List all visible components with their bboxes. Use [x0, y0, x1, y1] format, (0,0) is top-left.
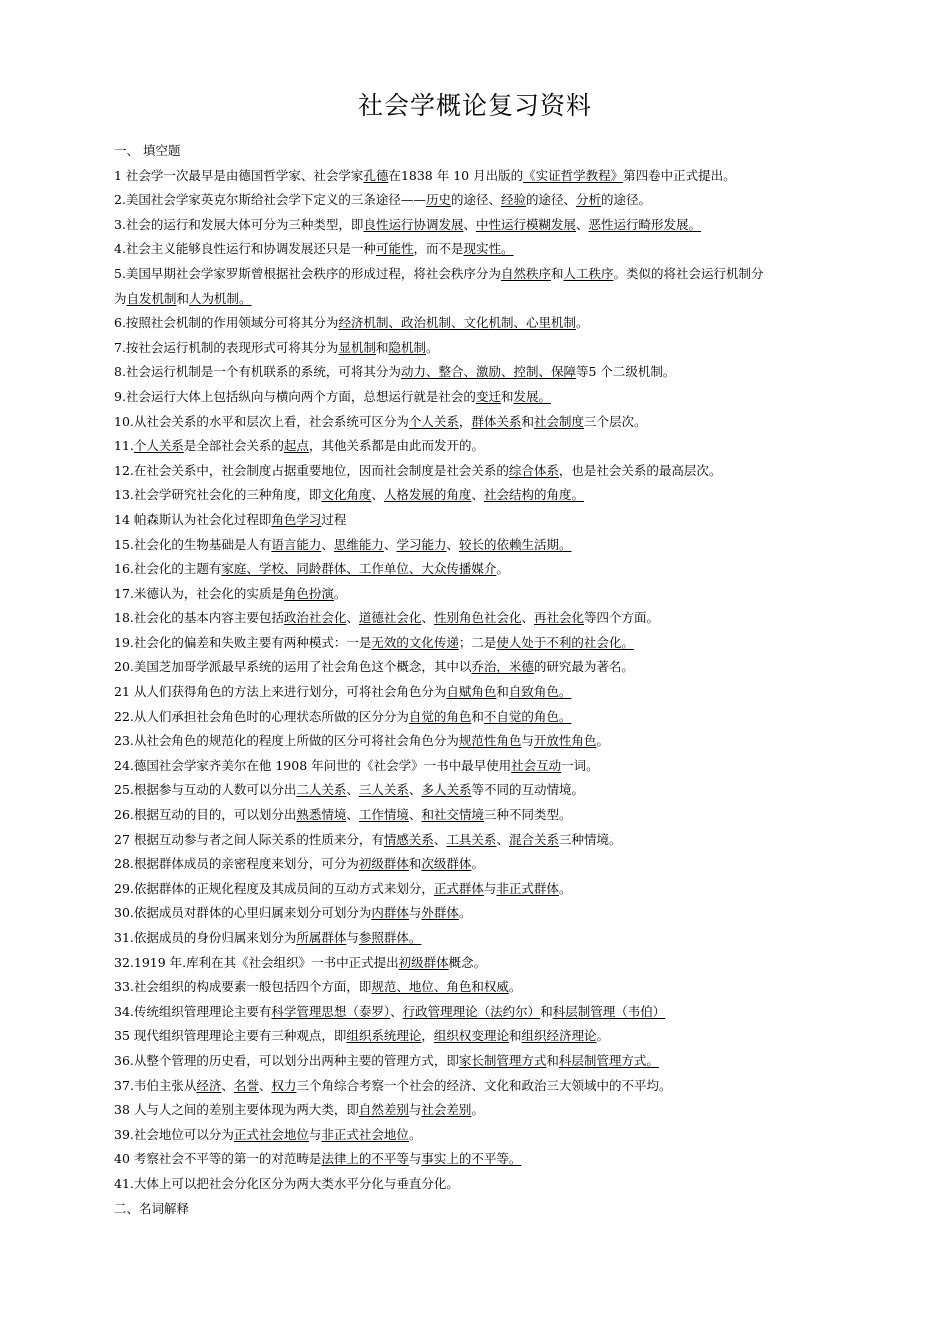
question-text: 。 [408, 1126, 422, 1142]
question-text: ， [458, 413, 472, 429]
question-text: 三个角综合考察一个社会的经济、文化和政治三大领域中的不平均。 [296, 1077, 672, 1093]
question-text: 1 社会学一次最早是由德国哲学家、社会学家 [114, 167, 364, 183]
answer-blank: 现实性。 [463, 241, 514, 257]
question-text: 41.大体上可以把社会分化区分为两大类水平分化与垂直分化。 [114, 1175, 459, 1191]
question-text: 等5 个二级机制。 [575, 364, 676, 380]
question-line [114, 806, 874, 831]
question-text: 。 [596, 1028, 609, 1044]
question-text: 一词。 [561, 757, 599, 773]
question-line [114, 363, 874, 388]
question-text: 40 考察社会不平等的第一的对范畴是 [114, 1151, 322, 1167]
question-text: 、 [346, 807, 359, 823]
answer-blank: 社会差别 [421, 1102, 472, 1118]
answer-blank: 显机制 [338, 339, 376, 355]
question-text: 在1838 年 10 月出版的 [388, 167, 524, 183]
answer-blank: 语言能力 [271, 536, 322, 552]
answer-blank: 恶性运行畸形发展。 [588, 216, 702, 232]
question-line [114, 978, 874, 1003]
answer-blank: 开放性角色 [533, 733, 597, 749]
question-line [114, 634, 874, 659]
question-text: 。 [558, 880, 572, 896]
answer-blank: 法律上的不平等 [321, 1151, 409, 1167]
question-line [114, 683, 874, 708]
question-text: 18.社会化的基本内容主要包括 [114, 610, 284, 626]
answer-blank: 所属群体 [296, 930, 347, 945]
answer-blank: 初级群体 [398, 954, 449, 970]
answer-blank: 社会制度 [533, 413, 584, 429]
question-line [114, 954, 874, 979]
question-text: 、 [408, 782, 422, 798]
question-text: 三个层次。 [583, 413, 647, 429]
answer-blank: 非正式社会地位 [321, 1126, 409, 1142]
question-text: 6.按照社会机制的作用领域分可将其分为 [114, 315, 339, 331]
answer-blank: 变迁 [475, 388, 501, 404]
question-line [114, 880, 874, 905]
answer-blank: 发展。 [513, 388, 551, 404]
answer-blank: 起点 [283, 438, 309, 454]
question-text: 。 [458, 905, 472, 921]
question-line [114, 265, 874, 290]
question-line [114, 1003, 874, 1028]
question-text: 三种不同类型。 [483, 807, 572, 823]
question-text: 。类似的将社会运行机制分 [613, 265, 764, 281]
question-text: 、 [408, 807, 422, 823]
question-text: 与 [308, 1126, 322, 1142]
answer-blank: 政治社会化 [283, 610, 347, 626]
answer-blank: 思维能力 [333, 536, 384, 552]
answer-blank: 文化角度 [321, 487, 372, 503]
answer-blank: 分析 [576, 192, 602, 208]
question-line [114, 536, 874, 561]
question-text: 等四个方面。 [584, 610, 660, 626]
question-line [114, 1077, 874, 1102]
answer-blank: 角色扮演 [283, 585, 334, 601]
question-text: 3.社会的运行和发展大体可分为三种类型，即 [114, 216, 364, 232]
question-line [114, 1150, 874, 1175]
question-text: 、 [471, 487, 484, 503]
question-text: 和 [471, 708, 484, 724]
section-heading-fill-in-blank: 一、 填空题 [114, 143, 181, 158]
question-text: ，而不是 [413, 241, 464, 257]
question-line [114, 658, 874, 683]
answer-blank: 科层制管理方式。 [558, 1052, 659, 1068]
question-text: 与 [408, 1102, 422, 1118]
question-text: 14 帕森斯认为社会化过程即 [114, 511, 272, 527]
question-text: 和 [500, 388, 514, 404]
question-text: 38 人与人之间的差别主要体现为两大类，即 [114, 1102, 359, 1118]
question-text: 和 [540, 1003, 553, 1019]
answer-blank: 自然秩序 [500, 265, 551, 281]
question-text: 和 [546, 1052, 559, 1068]
question-text: 29.依据群体的正规化程度及其成员间的互动方式来划分， [114, 880, 434, 896]
answer-blank: 性别角色社会化 [433, 610, 522, 626]
question-text: 7.按社会运行机制的表现形式可将其分为 [114, 339, 339, 355]
question-text: 17.米德认为，社会化的实质是 [114, 585, 284, 601]
question-text: 27 根据互动参与者之间人际关系的性质来分，有 [114, 831, 384, 847]
answer-blank: 乔治，米德 [471, 659, 534, 675]
question-text: ，也是社会关系的最高层次。 [558, 462, 722, 478]
question-line [114, 585, 874, 610]
question-text: 等不同的互动情境。 [471, 782, 584, 798]
answer-blank: 学习能力 [396, 536, 447, 552]
question-text: 与 [408, 905, 422, 921]
question-text: 、 [371, 487, 384, 503]
answer-blank: 社会结构的角度。 [483, 487, 584, 503]
answer-blank: 综合体系 [508, 462, 559, 478]
answer-blank: 经济机制、政治机制、文化机制、心里机制 [338, 315, 576, 331]
fill-in-blank-section [114, 142, 874, 1224]
question-text: 、 [575, 216, 589, 232]
question-line [114, 191, 874, 216]
question-text: 为 [114, 290, 127, 306]
question-text: 19.社会化的偏差和失败主要有两种模式：一是 [114, 634, 372, 650]
answer-blank: 良性运行协调发展 [363, 216, 464, 232]
question-text: 、 [258, 1077, 272, 1093]
answer-blank: 自然差别 [358, 1102, 409, 1118]
question-text: 。 [471, 1102, 484, 1118]
question-text: 30.依据成员对群体的心里归属来划分可划分为 [114, 905, 372, 921]
question-line [114, 388, 874, 413]
question-text: 4.社会主义能够良性运行和协调发展还只是一种 [114, 241, 376, 257]
question-text: 、 [346, 610, 359, 626]
answer-blank: 情感关系 [383, 831, 434, 847]
question-text: 5.美国早期社会学家罗斯曾根据社会秩序的形成过程，将社会秩序分为 [114, 265, 501, 281]
question-text: 10.从社会关系的水平和层次上看，社会系统可区分为 [114, 413, 409, 429]
question-text: 20.美国芝加哥学派最早系统的运用了社会角色这个概念，其中以 [114, 659, 472, 675]
question-text: 、 [463, 216, 476, 232]
question-text: 、 [433, 831, 447, 847]
question-line [114, 462, 874, 487]
question-text: 和 [550, 265, 564, 281]
question-line [114, 290, 874, 315]
answer-blank: 内群体 [371, 905, 409, 921]
answer-blank: 权力 [271, 1077, 297, 1093]
question-text: 25.根据参与互动的人数可以分出 [114, 782, 297, 798]
question-text: 的途径、 [450, 192, 501, 208]
question-text: 8.社会运行机制是一个有机联系的系统，可将其分为 [114, 364, 401, 380]
question-line [114, 708, 874, 733]
answer-blank: 规范性角色 [458, 733, 522, 749]
answer-blank: 动力、整合、激励、控制、保障 [400, 364, 576, 380]
answer-blank: 可能性 [375, 241, 414, 257]
question-text: 过程 [321, 511, 347, 527]
question-text: 和 [496, 684, 509, 700]
question-text: 36.从整个管理的历史看，可以划分出两种主要的管理方式，即 [114, 1052, 459, 1068]
answer-blank: 孔德 [363, 167, 389, 183]
question-text: 2.美国社会学家英克尔斯给社会学下定义的三条途径—— [114, 192, 426, 208]
section-heading-term-explanation: 二、名词解释 [114, 1200, 190, 1216]
answer-blank: 中性运行模糊发展 [475, 216, 576, 232]
question-text: 和 [508, 1028, 522, 1044]
answer-blank: 组织系统理论 [346, 1028, 422, 1044]
question-text: 。 [471, 856, 484, 872]
question-text: 31.依据成员的身份归属来划分为 [114, 930, 297, 945]
answer-blank: 历史 [425, 192, 451, 208]
answer-blank: 组织经济理论 [521, 1028, 597, 1044]
question-text: 37.韦伯主张从 [114, 1077, 197, 1093]
question-text: 33.社会组织的构成要素一般包括四个方面，即 [114, 979, 372, 995]
question-text: 、 [496, 831, 509, 847]
answer-blank: 再社会化 [533, 610, 584, 626]
question-text: 。 [575, 315, 589, 331]
answer-blank: 道德社会化 [358, 610, 422, 626]
question-text: 23.从社会角色的规范化的程度上所做的区分可将社会角色分为 [114, 733, 459, 749]
question-text: 32.1919 年.库利在其《社会组织》一书中正式提出 [114, 954, 399, 970]
question-text: 、 [390, 1003, 403, 1019]
question-text: 21 从人们获得角色的方法上来进行划分，可将社会角色分为 [114, 684, 447, 700]
question-text: 、 [421, 610, 434, 626]
question-text: ， [421, 1028, 434, 1044]
question-line [114, 1126, 874, 1151]
question-line [114, 904, 874, 929]
question-text: ，其他关系都是由此而发开的。 [308, 438, 484, 454]
answer-blank: 多人关系 [421, 782, 472, 798]
question-line [114, 560, 874, 585]
question-line [114, 437, 874, 462]
question-line [114, 511, 874, 536]
question-text: 。 [508, 979, 522, 995]
question-text: ；二是 [458, 634, 497, 650]
question-line [114, 831, 874, 856]
answer-blank: 熟悉情境 [296, 807, 347, 823]
question-line [114, 167, 874, 192]
answer-blank: 较长的依赖生活期。 [458, 536, 572, 552]
question-text: 、 [346, 782, 359, 798]
answer-blank: 参照群体。 [358, 930, 422, 945]
answer-blank: 科层制管理（韦伯） [552, 1003, 666, 1019]
answer-blank: 工具关系 [446, 831, 497, 847]
question-text: 的途径。 [601, 192, 652, 208]
question-text: 和 [408, 856, 422, 872]
question-line [114, 1101, 874, 1126]
question-text: 9.社会运行大体上包括纵向与横向两个方面，总想运行就是社会的 [114, 388, 476, 404]
question-text: 与 [346, 930, 359, 945]
question-text: 15.社会化的生物基础是人有 [114, 536, 272, 552]
question-line [114, 240, 874, 265]
answer-blank: 自赋角色 [446, 684, 497, 700]
question-line [114, 732, 874, 757]
answer-blank: 个人关系 [133, 438, 184, 454]
answer-blank: 次级群体 [421, 856, 472, 872]
answer-blank: 人格发展的角度 [383, 487, 472, 503]
question-text: 、 [221, 1077, 234, 1093]
answer-blank: 组织权变理论 [433, 1028, 509, 1044]
answer-blank: 群体关系 [471, 413, 522, 429]
answer-blank: 非正式群体 [496, 880, 559, 896]
question-text: 第四卷中正式提出。 [623, 167, 736, 183]
question-text: 35 现代组织管理理论主要有三种观点，即 [114, 1028, 347, 1044]
question-text: 。 [425, 339, 439, 355]
question-text: 26.根据互动的目的，可以划分出 [114, 807, 297, 823]
answer-blank: 无效的文化传递 [371, 634, 459, 650]
answer-blank: 使人处于不利的社会化。 [496, 634, 634, 650]
question-text: 24.德国社会学家齐美尔在他 1908 年问世的《社会学》一书中最早使用 [114, 757, 512, 773]
answer-blank: 三人关系 [358, 782, 409, 798]
question-text: 、 [383, 536, 397, 552]
answer-blank: 规范、地位、角色和权威 [371, 979, 509, 995]
answer-blank: 行政管理理论（法约尔） [402, 1003, 541, 1019]
question-text: 概念。 [448, 954, 487, 970]
question-text: 和 [375, 339, 389, 355]
answer-blank: 角色学习 [271, 511, 322, 527]
answer-blank: 经济 [196, 1077, 222, 1093]
answer-blank: 名誉 [233, 1077, 259, 1093]
question-line [114, 781, 874, 806]
answer-blank: 初级群体 [358, 856, 409, 872]
answer-blank: 自觉的角色 [408, 708, 472, 724]
answer-blank: 外群体 [421, 905, 459, 921]
answer-blank: 经验 [500, 192, 526, 208]
question-text: 22.从人们承担社会角色时的心理状态所做的区分分为 [114, 708, 409, 724]
question-text: 13.社会学研究社会化的三种角度，即 [114, 487, 322, 503]
answer-blank: 和社交情境 [421, 807, 484, 823]
answer-blank: 家长制管理方式 [458, 1052, 547, 1068]
question-text: 39.社会地位可以分为 [114, 1126, 234, 1142]
question-text: 和 [521, 413, 534, 429]
question-text: 是全部社会关系的 [183, 438, 284, 454]
answer-blank: 自致角色。 [508, 684, 572, 700]
answer-blank: 正式群体 [433, 880, 484, 896]
question-line [114, 216, 874, 241]
question-line [114, 1027, 874, 1052]
answer-blank: 自发机制 [126, 290, 177, 306]
question-line [114, 855, 874, 880]
question-text: 。 [596, 733, 609, 749]
question-text: 12.在社会关系中，社会制度占据重要地位，因而社会制度是社会关系的 [114, 462, 509, 478]
question-line [114, 609, 874, 634]
question-text: 。 [496, 561, 509, 577]
question-text: 的研究最为著名。 [533, 659, 634, 675]
question-text: 的途径、 [525, 192, 576, 208]
question-text: 。 [333, 585, 347, 601]
question-line [114, 1052, 874, 1077]
question-text: 、 [321, 536, 334, 552]
answer-blank: 混合关系 [508, 831, 559, 847]
answer-blank: 科学管理思想（泰罗） [271, 1003, 391, 1019]
answer-blank: 个人关系 [408, 413, 459, 429]
question-text: 、 [521, 610, 534, 626]
answer-blank: 隐机制 [388, 339, 426, 355]
question-text: 16.社会化的主题有 [114, 561, 222, 577]
question-line [114, 757, 874, 782]
question-text: 与 [483, 880, 497, 896]
question-line [114, 413, 874, 438]
answer-blank: 正式社会地位 [233, 1126, 309, 1142]
question-text: 11. [114, 438, 134, 454]
question-list [114, 167, 874, 1200]
answer-blank: 《实证哲学教程》 [523, 167, 624, 183]
question-line [114, 1175, 874, 1200]
question-text: 三种情境。 [558, 831, 622, 847]
answer-blank: 家庭、学校、同龄群体、工作单位、大众传播媒介 [221, 561, 497, 577]
answer-blank: 社会互动 [511, 757, 562, 773]
question-line [114, 314, 874, 339]
question-text: 28.根据群体成员的亲密程度来划分，可分为 [114, 856, 359, 872]
answer-blank: 二人关系 [296, 782, 347, 798]
question-text: 34.传统组织管理理论主要有 [114, 1003, 272, 1019]
answer-blank: 不自觉的角色。 [483, 708, 572, 724]
answer-blank: 工作情境 [358, 807, 409, 823]
question-line [114, 339, 874, 364]
question-text: 与 [408, 1151, 422, 1167]
question-line [114, 486, 874, 511]
document-title: 社会学概论复习资料 [357, 91, 592, 120]
question-line [114, 929, 874, 954]
answer-blank: 人为机制。 [189, 290, 252, 306]
question-text: 、 [446, 536, 459, 552]
answer-blank: 人工秩序 [563, 265, 614, 281]
question-text: 和 [176, 290, 190, 306]
question-text: 与 [521, 733, 534, 749]
answer-blank: 事实上的不平等。 [421, 1151, 522, 1167]
